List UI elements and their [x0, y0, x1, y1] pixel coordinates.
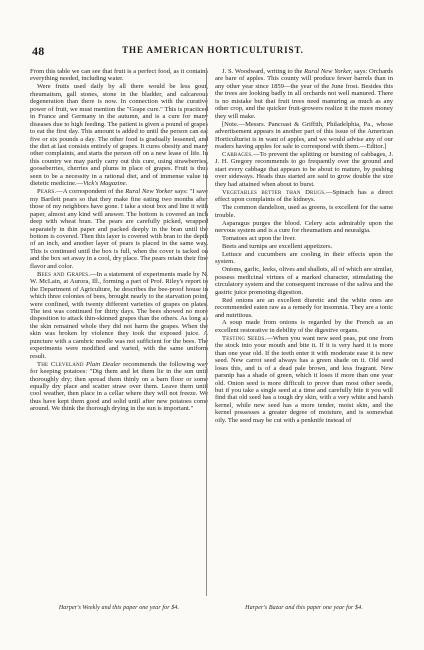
paragraph — [30, 361, 208, 413]
paragraph-body: To prevent the splitting or bursting of cabbages, J. J. H. Gregory recommends to go frequently over the ground and start every cabbage that appears to be about to mature, by pushing over sideways. Heads thus started are said to grow double the size they had attained when about to burst. — [215, 150, 393, 188]
paragraph: Were fruits used daily by all there would be less gout, rheumatism, gall stones, stone in the bladder, and calcareous degeneration than there is now. In connection with the curative power of fruit, we must mention the "Grape cure." This is practiced in France and Germany in the autumn, and is a cure for many diseases due to high feeding. The patient is given a pound of grapes to eat the first day. This amount is added to until the person can eat five or six pounds a day. The other food is gradually lessened, and the diet at last consists entirely of grapes. It cures obesity and many other complaints, and starts the person off on a new lease of life. In this country we may partly carry out this cure, using strawberries, gooseberries, cherries and plums in place of grapes. Fruit is thus seen to be a necessity in a rational diet, and of immense value in dietetic medicine.—Vick's Magazine. — [30, 83, 208, 188]
paragraph-body: says: Orchards are bare of apples. This county will produce fewer barrels than in any other year since 1859—the year of the June frost. Besides this the trees are looking badly in all orchards not well manured. There is no mistake but that fruit trees need manuring as much as any other crop, and the quicker fruit-growers realize it the more money they will make. — [215, 68, 393, 120]
paragraph-body: In a statement of experiments made by N. W. McLain, at Aurora, Ill., forming a part of Prof. Riley's report to the Department of Agriculture, he describes the bee-proof house in which three colonies of bees, brought nearly to the starvation point, were confined, with twenty different varieties of grapes on plates. The test was continued for thirty days. The bees showed no more disposition to attack thin-skinned grapes than the others. As long as the skin remained whole they did not harm the grapes. When the skin was broken by violence they took the exposed juice. A puncture with a cambric needle was not sufficient for the bees. The experiments were modified and varied, with the same uniform result. — [30, 270, 208, 360]
page-number: 48 — [32, 44, 45, 58]
paragraph: Testing Seeds.—When you want new seed peas, put one from the stock into your mouth and bite it. If it is very hard it is more than one year old. If the teeth enter it with moderate ease it is new seed. New carrot seed always has a green shade on it. Old seed loses this, and is of a dead pale brown, and less fragrant. New parsnip has a shade of green, which it loses if more than one year old. Onion seed is more difficult to prove than most other seeds, but if you take a single seed at a time and carefully bite it you will find that old seed has a tough dry skin, with a very white and harsh kernel, while new seed has a more tender, moist skin, and the kernel possesses a greater degree of moisture, and is somewhat oily. The seed may be cut with a penknife instead of — [215, 334, 393, 424]
paragraph: Asparagus purges the blood. Celery acts admirably upon the nervous system and is a cure for rheumatism and neuralgia. — [215, 219, 393, 235]
footer-advertisement-right: Harper's Bazar and this paper one year for $4. — [245, 605, 363, 611]
paragraph-body: recommends the following way for keeping potatoes: "Dig them and let them lie in the sun until thoroughly dry; then spread them thinly on a barn floor or some equally dry place and scatter straw over them. Leave them until cool weather, then place in a cellar where they will not freeze. We thus have kept them good and solid until after new potatoes come around. We think the thorough drying in the sun is important." — [30, 360, 208, 413]
footer-advertisement-left: Harper's Weekly and this paper one year for $4. — [58, 605, 180, 611]
paragraph: Beets and turnips are excellent appetizers. — [222, 242, 333, 250]
paragraph-body: says: "I save my Bartlett pears so that they make fine eating two months after those of my neighbors have gone. I take a stout box and line it with paper, almost any kind will answer. The bottom is covered an inch deep with wheat bran. The pears are carefully picked, wrapped separately in thin paper and packed deeply in the bran until the bottom is covered. Then this layer is covered with bran to the depth of an inch, and another layer of pears is placed in the same way. This is continued until the box is full, when the cover is tacked on and the box set away in a cool, dry place. The pears retain their fine flavor and color. — [30, 188, 208, 270]
editor-note: [Note.—Messrs. Pancoast & Griffith, Philadelphia, Pa., whose advertisement appears in another part of this issue of the American Horticulturist is in want of apples, and we would advise any of our readers having apples for sale to correspond with them.—Editor.] — [215, 120, 393, 151]
paragraph: Bees and Grapes.—In a statement of experiments made by N. W. McLain, at Aurora, Ill., forming a part of Prof. Riley's report to the Department of Agriculture, he describes the bee-proof house in which three colonies of bees, brought nearly to the starvation point, were confined, with twenty different varieties of grapes on plates. The test was continued for thirty days. The bees showed no more disposition to attack thin-skinned grapes than the others. As long as the skin remained whole they did not harm the grapes. When the skin was broken by violence they took the exposed juice. A puncture with a cambric needle was not sufficient for the bees. The experiments were modified and varied, with the same uniform result. — [30, 270, 208, 360]
paragraph-lead: Cabbages. — [222, 150, 254, 158]
paragraph: Lettuce and cucumbers are cooling in their effects upon the system. — [215, 250, 393, 266]
paragraph: Vegetables better than Drugs.—Spinach has a direct effect upon complaints of the kidneys. — [215, 188, 393, 204]
paragraph-body: When you want new seed peas, put one from the stock into your mouth and bite it. If it is very hard it is more than one year old. If the teeth enter it with moderate ease it is new seed. New carrot seed always has a green shade on it. Old seed loses this, and is of a dead pale brown, and less fragrant. New parsnip has a shade of green, which it loses if more than one year old. Onion seed is more difficult to prove than most other seeds, but if you take a single seed at a time and carefully bite it you will find that old seed has a tough dry skin, with a very white and harsh kernel, while new seed has a more tender, moist skin, and the kernel possesses a greater degree of moisture, and is somewhat oily. The seed may be cut with a penknife instead of — [215, 334, 393, 424]
paragraph: Onions, garlic, leeks, olives and shallots, all of which are similar, possess medicinal virtues of a marked character, stimulating the circulatory system and the consequent increase of the saliva and the gastric juice promoting digestion. — [215, 266, 393, 296]
right-column — [215, 68, 393, 596]
source-citation: Vick's Magazine. — [83, 180, 128, 188]
page-header — [32, 44, 394, 58]
publication-name: Plain Dealer — [86, 360, 121, 368]
paragraph: From this table we can see that fruit is a perfect food, as it contains everything needed, including water. — [30, 68, 208, 83]
publication-name: Rural New Yorker — [125, 188, 173, 196]
paragraph: Cabbages.—To prevent the splitting or bursting of cabbages, J. J. H. Gregory recommends to go frequently over the ground and start every cabbage that appears to be about to mature, by pushing over sideways. Heads thus started are said to grow double the size they had attained when about to burst. — [215, 150, 393, 188]
paragraph-intro: A correspondent of the — [62, 188, 124, 196]
paragraph: Red onions are an excellent diuretic and the white ones are recommended eaten raw as a remedy for insomnia. They are a tonic and nutritious. — [215, 296, 393, 319]
paragraph: Pears.—A correspondent of the Rural New Yorker says: "I save my Bartlett pears so that they make fine eating two months after those of my neighbors have gone. I take a stout box and line it with paper, almost any kind will answer. The bottom is covered an inch deep with wheat bran. The pears are carefully picked, wrapped separately in thin paper and packed deeply in the bran until the bottom is covered. Then this layer is covered with bran to the depth of an inch, and another layer of pears is placed in the same way. This is continued until the box is full, when the cover is tacked on and the box set away in a cool, dry place. The pears retain their fine flavor and color. — [30, 188, 208, 270]
paragraph-lead: The Cleveland — [37, 360, 84, 368]
paragraph-lead: Testing Seeds. — [222, 334, 267, 342]
paragraph: Tomatoes act upon the liver. — [222, 234, 296, 242]
paragraph-lead: Bees and Grapes. — [37, 270, 91, 278]
paragraph: The common dandelion, used as greens, is excellent for the same trouble. — [215, 204, 393, 219]
paragraph-intro: J. S. Woodward, writing to the — [222, 68, 303, 75]
column-divider — [206, 68, 207, 596]
paragraph: A soup made from onions is regarded by the French as an excellent restorative in debility of the digestive organs. — [215, 319, 393, 334]
paragraph-body: Spinach has a direct effect upon complaints of the kidneys. — [215, 188, 393, 204]
paragraph-lead: Pears. — [37, 188, 57, 196]
paragraph — [215, 68, 393, 120]
publication-name: Rural New Yorker, — [304, 68, 353, 75]
left-column — [30, 68, 208, 596]
paragraph-body: Were fruits used daily by all there would be less gout, rheumatism, gall stones, stone in the bladder, and calcareous degeneration than there is now. In connection with the curative power of fruit, we must mention the "Grape cure." This is practiced in France and Germany in the autumn, and is a cure for many diseases due to high feeding. The patient is given a pound of grapes to eat the first day. This amount is added to until the person can eat five or six pounds a day. The other food is gradually lessened, and the diet at last consists entirely of grapes. It cures obesity and many other complaints, and starts the person off on a new lease of life. In this country we may partly carry out this cure, using strawberries, gooseberries, cherries and plums in place of grapes. Fruit is thus seen to be a necessity in a rational diet, and of immense value in dietetic medicine. — [30, 83, 208, 188]
paragraph-lead: Vegetables better than Drugs. — [222, 188, 327, 196]
running-title: THE AMERICAN HORTICULTURIST. — [122, 45, 304, 55]
